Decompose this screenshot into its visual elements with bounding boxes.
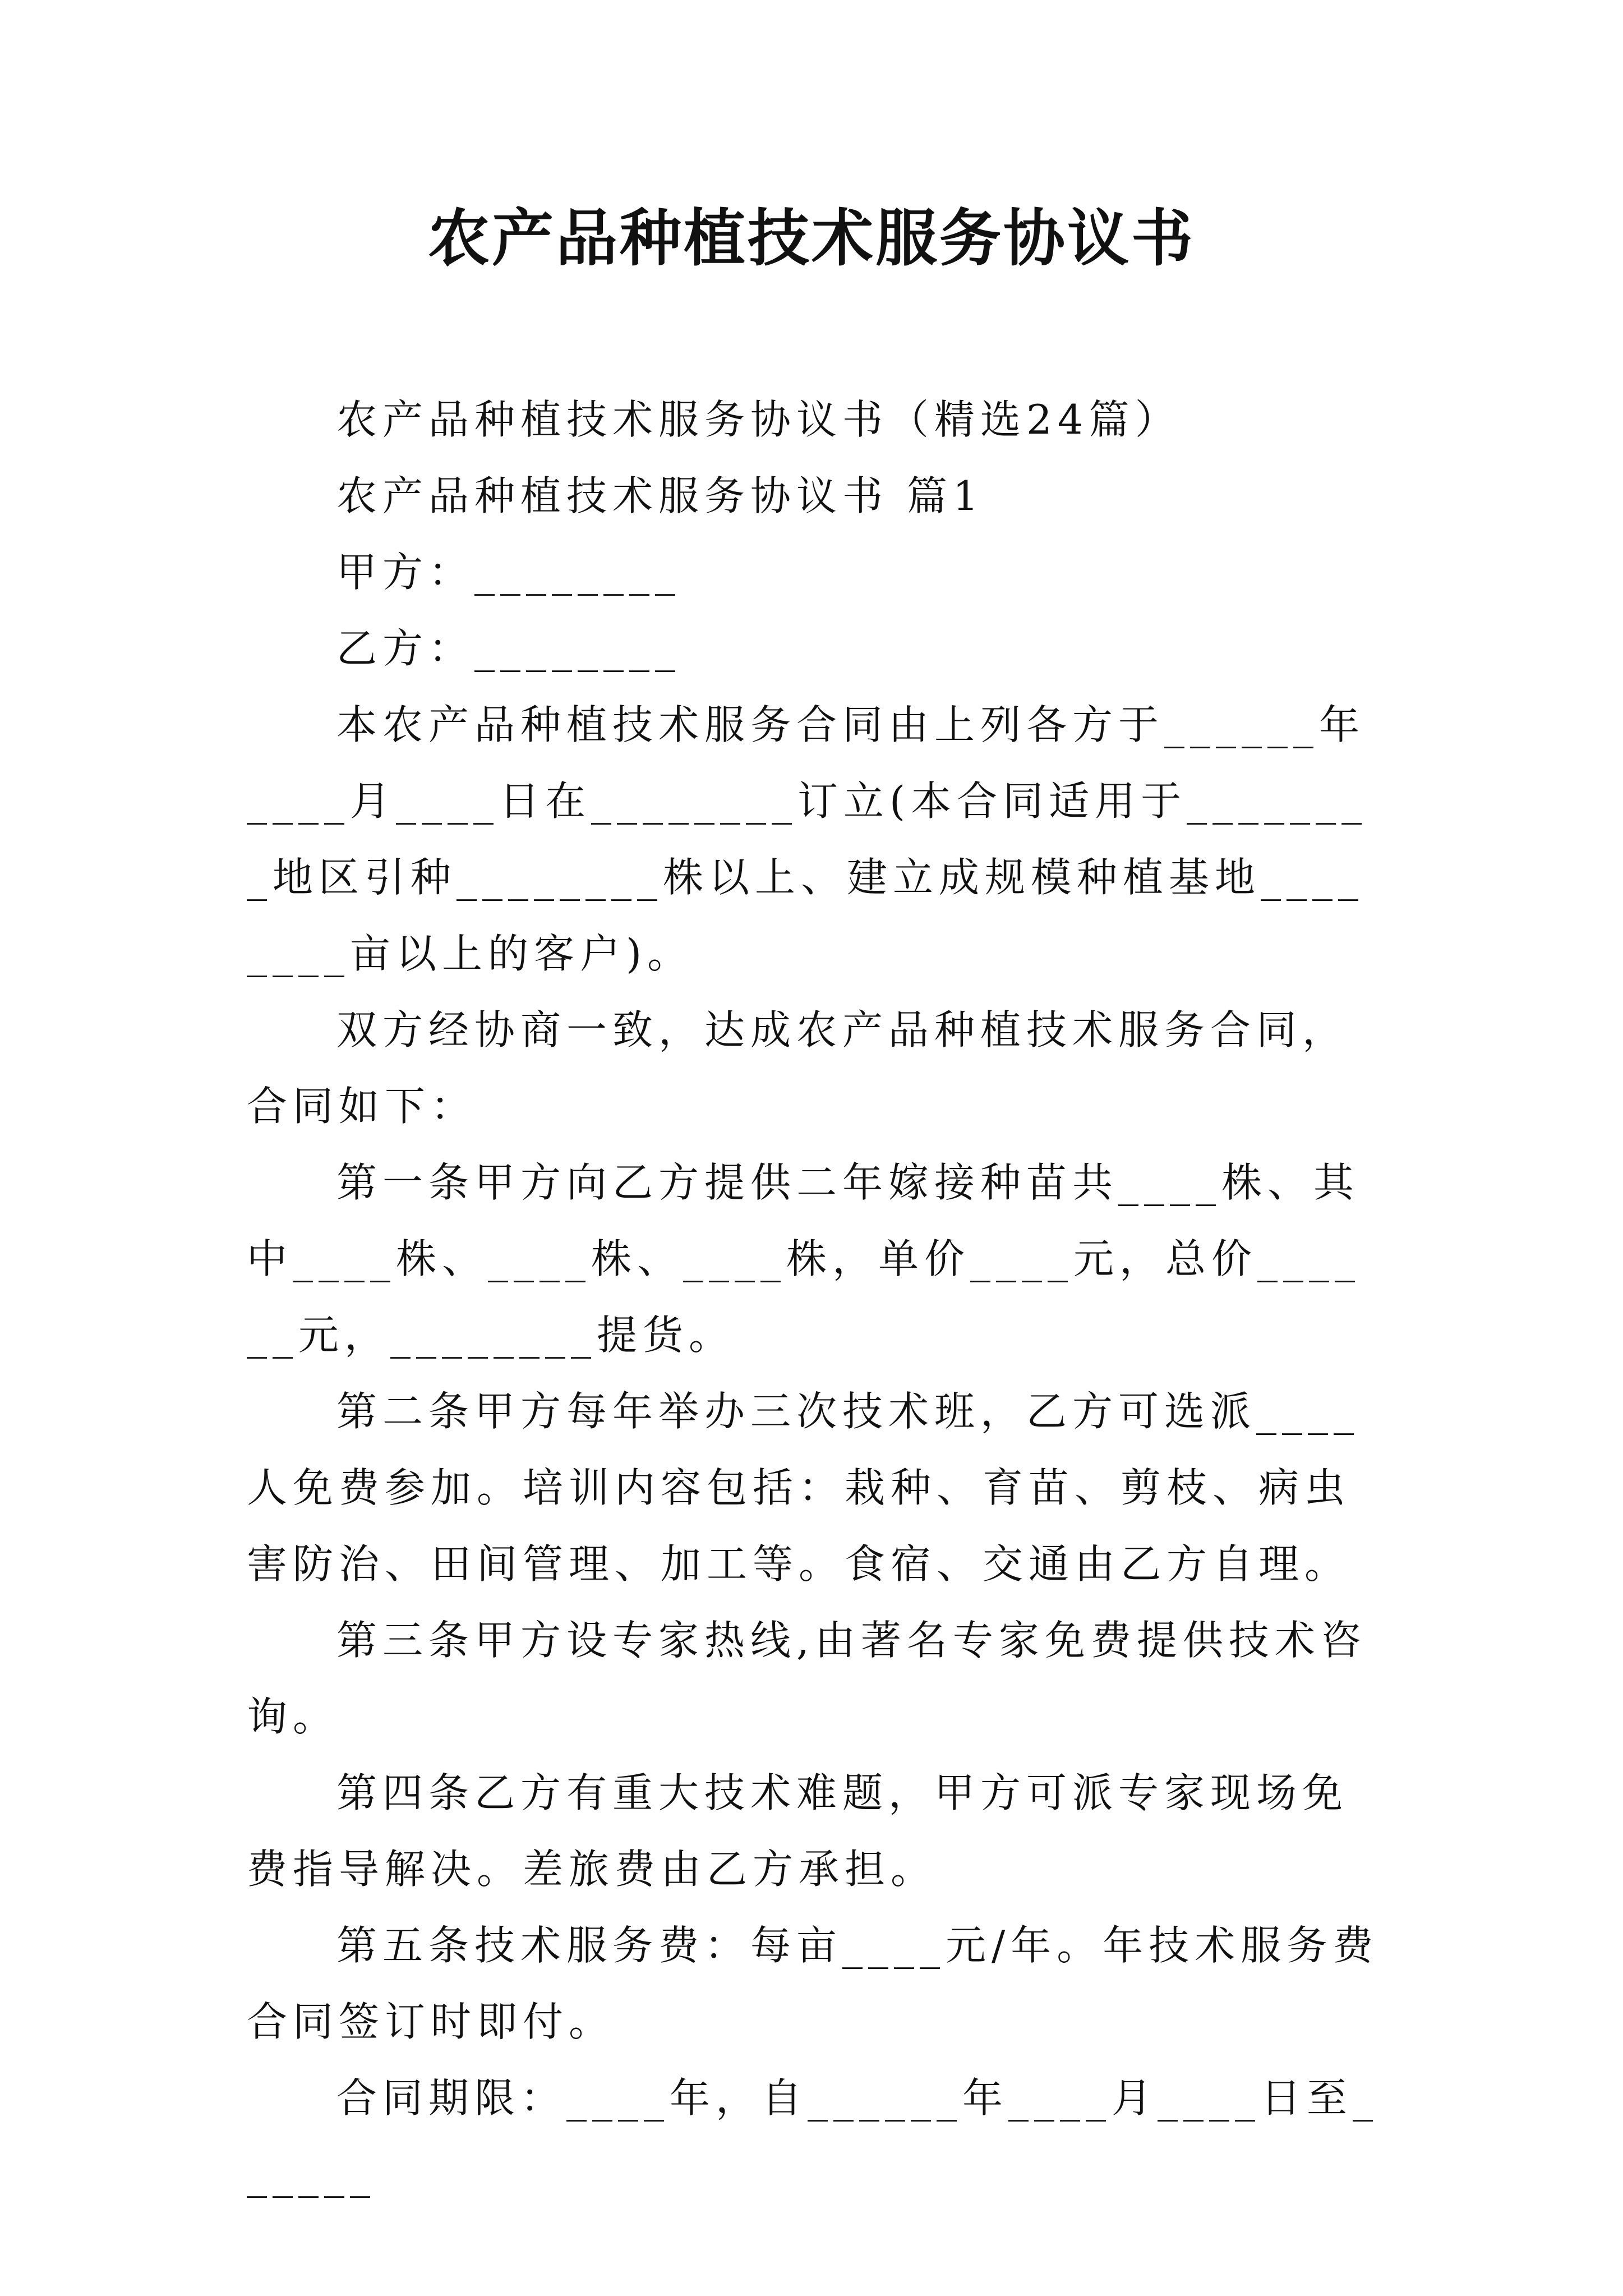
paragraph-section-heading: 农产品种植技术服务协议书 篇1	[336, 472, 984, 519]
document-body	[247, 381, 1385, 2212]
paragraph-contract-intro: 本农产品种植技术服务合同由上列各方于______年____月____日在________订立(本合同适用于________地区引种________株以上、建立成规模种植基地________亩以上的客户)。	[247, 701, 1368, 977]
paragraph-subtitle: 农产品种植技术服务协议书（精选24篇）	[336, 396, 1181, 443]
paragraph-party-b: 乙方：________	[336, 625, 681, 672]
paragraph-agreement: 双方经协商一致，达成农产品种植技术服务合同，合同如下：	[247, 1006, 1349, 1130]
paragraph-party-a: 甲方：________	[336, 549, 681, 596]
paragraph-article-2: 第二条甲方每年举办三次技术班，乙方可选派____人免费参加。培训内容包括：栽种、育苗、剪枝、病虫害防治、田间管理、加工等。食宿、交通由乙方自理。	[247, 1388, 1360, 1588]
paragraph-article-5: 第五条技术服务费：每亩____元/年。年技术服务费合同签订时即付。	[247, 1922, 1379, 2045]
document-title: 农产品种植技术服务协议书	[428, 202, 1195, 274]
paragraph-article-4: 第四条乙方有重大技术难题，甲方可派专家现场免费指导解决。差旅费由乙方承担。	[247, 1769, 1349, 1893]
paragraph-article-1: 第一条甲方向乙方提供二年嫁接种苗共____株、其中____株、____株、____株，单价____元，总价______元，________提货。	[247, 1159, 1361, 1359]
paragraph-article-3: 第三条甲方设专家热线,由著名专家免费提供技术咨询。	[247, 1617, 1367, 1740]
paragraph-contract-term: 合同期限：____年，自______年____月____日至______	[247, 2074, 1379, 2198]
